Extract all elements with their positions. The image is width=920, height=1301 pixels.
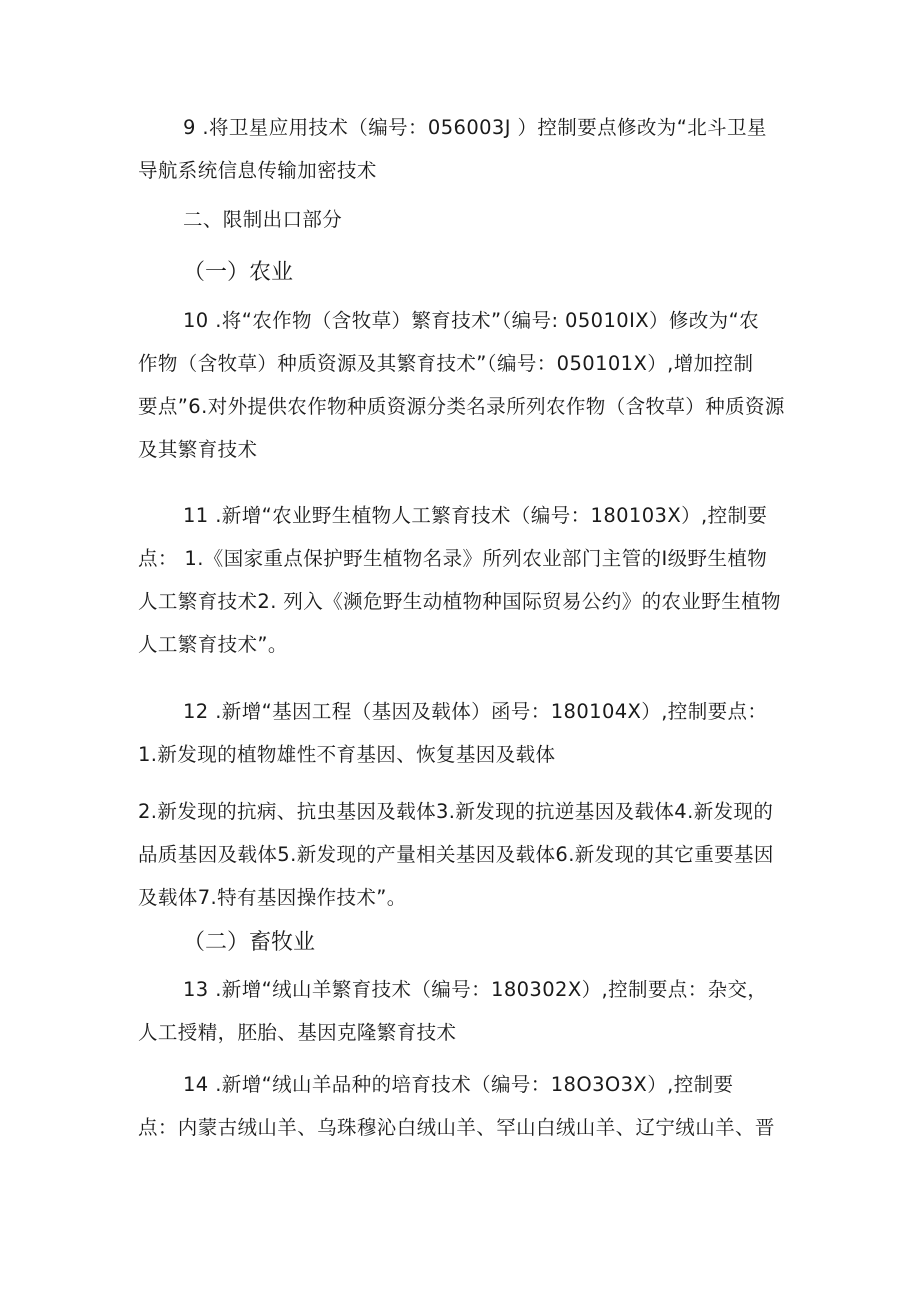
item-13	[138, 968, 788, 1054]
item-11-line-3: 人工繁育技术2. 列入《濒危野生动植物种国际贸易公约》的农业野生植物	[138, 590, 781, 613]
item-9-line-1: 9 .将卫星应用技术（编号：056003J ）控制要点修改为“北斗卫星	[183, 116, 767, 139]
item-12-line-1: 12 .新增“基因工程（基因及载体）函号：180104X）,控制要点：	[183, 700, 768, 723]
item-10-line-4: 及其繁育技术	[138, 438, 258, 461]
heading-agriculture: （一）农业	[183, 260, 294, 285]
item-12-line-5: 及载体7.特有基因操作技术”。	[138, 886, 407, 909]
item-13-line-2: 人工授精，胚胎、基因克隆繁育技术	[138, 1021, 457, 1044]
item-13-line-1: 13 .新增“绒山羊繁育技术（编号：180302X）,控制要点：杂交，	[183, 978, 768, 1001]
item-11-line-4: 人工繁育技术”。	[138, 633, 288, 656]
item-12-line-2: 1.新发现的植物雄性不育基因、恢复基因及载体	[138, 743, 556, 766]
item-12	[138, 690, 788, 776]
item-12-continued	[138, 790, 788, 919]
item-14	[138, 1063, 788, 1149]
item-14-line-1: 14 .新增“绒山羊品种的培育技术（编号：18O3O3X）,控制要	[183, 1073, 734, 1096]
item-11-line-1: 11 .新增“农业野生植物人工繁育技术（编号：180103X）,控制要	[183, 504, 768, 527]
heading-livestock: （二）畜牧业	[183, 930, 316, 955]
item-11-line-2: 点： 1.《国家重点保护野生植物名录》所列农业部门主管的I级野生植物	[138, 547, 768, 570]
item-10-line-1: 10 .将“农作物（含牧草）繁育技术”（编号: 05010IX）修改为“农	[183, 309, 759, 332]
item-10	[138, 299, 788, 471]
item-10-line-3: 要点”6.对外提供农作物种质资源分类名录所列农作物（含牧草）种质资源	[138, 395, 785, 418]
section-2-title: 二、限制出口部分	[183, 208, 343, 231]
item-10-line-2: 作物（含牧草）种质资源及其繁育技术”（编号：050101X）,增加控制	[138, 352, 754, 375]
item-9	[138, 106, 788, 192]
section-heading-restricted-export	[138, 198, 788, 241]
item-12-line-3: 2.新发现的抗病、抗虫基因及载体3.新发现的抗逆基因及载体4.新发现的	[138, 800, 774, 823]
item-11	[138, 494, 788, 666]
item-9-line-2: 导航系统信息传输加密技术	[138, 159, 377, 182]
item-12-line-4: 品质基因及载体5.新发现的产量相关基因及载体6.新发现的其它重要基因	[138, 843, 774, 866]
item-14-line-2: 点：内蒙古绒山羊、乌珠穆沁白绒山羊、罕山白绒山羊、辽宁绒山羊、晋	[138, 1116, 775, 1139]
